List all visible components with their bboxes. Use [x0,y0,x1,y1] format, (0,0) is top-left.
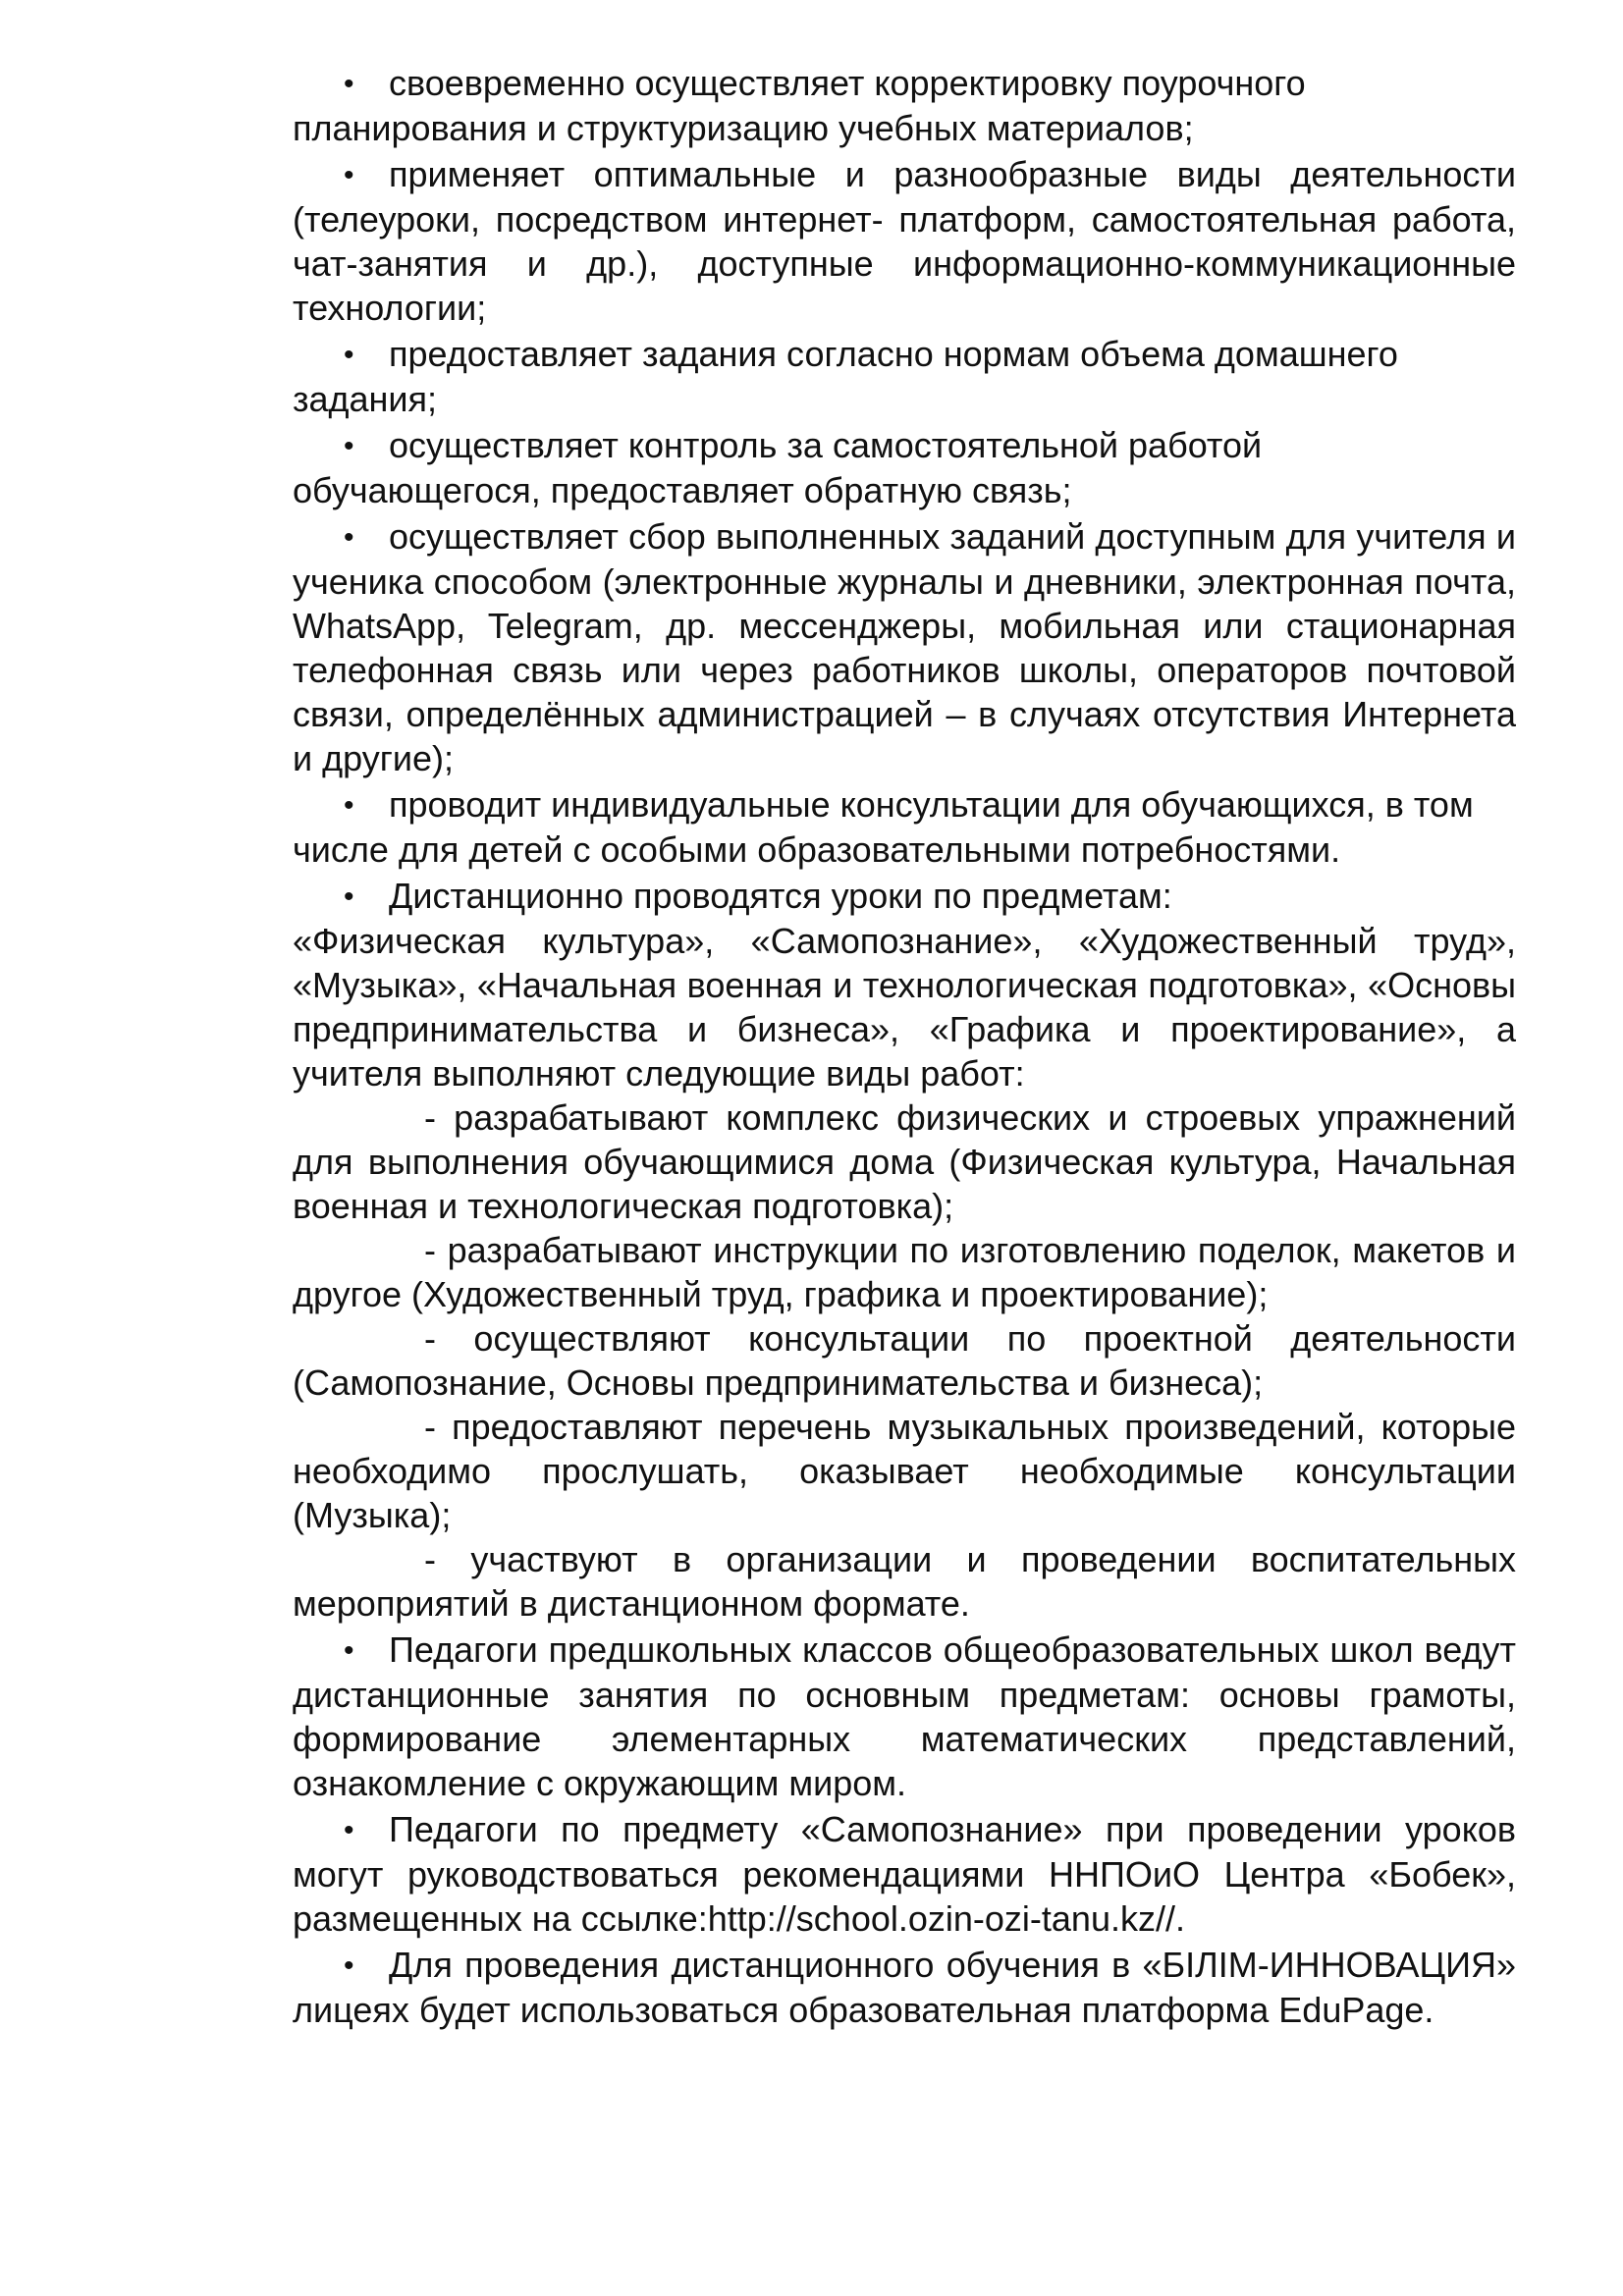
dash-item: - предоставляют перечень музыкальных произведений, которые необходимо прослушать, оказывает необходимые консультации (Музыка); [293,1407,1516,1535]
list-item-text: Педагоги по предмету «Самопознание» при проведении уроков могут руководствоваться рекомендациями ННПОиО Центра «Бобек», размещенных на ссылке:http://school.ozin-ozi-tanu.kz//. [293,1809,1516,1939]
bullet-icon: • [344,159,354,191]
list-item-text: предоставляет задания согласно нормам объема домашнего задания; [293,334,1398,419]
dash-item: - разрабатывают комплекс физических и строевых упражнений для выполнения обучающимися дома (Физическая культура, Начальная военная и технологическая подготовка); [293,1097,1516,1226]
bullet-icon: • [344,339,354,371]
bullet-icon: • [344,1814,354,1846]
list-item-text: Педагоги предшкольных классов общеобразовательных школ ведут дистанционные занятия по основным предметам: основы грамоты, формирование элементарных математических представлений, ознакомление с окружающим миром. [293,1629,1516,1803]
bullet-icon: • [344,68,354,100]
bullet-icon: • [344,1634,354,1667]
list-item-text: проводит индивидуальные консультации для обучающихся, в том числе для детей с особыми образовательными потребностями. [293,784,1474,870]
dash-item: - участвуют в организации и проведении воспитательных мероприятий в дистанционном формате. [293,1539,1516,1624]
bullet-icon: • [344,789,354,822]
list-item [293,1943,1516,2032]
list-item-text: своевременно осуществляет корректировку поурочного планирования и структуризацию учебных материалов; [293,63,1306,148]
bullet-icon: • [344,881,354,913]
list-item [293,1628,1516,1805]
bullet-icon: • [344,521,354,554]
subjects-paragraph: «Физическая культура», «Самопознание», «Художественный труд», «Музыка», «Начальная военная и технологическая подготовка», «Основы предпринимательства и бизнеса», «Графика и проектирование», а учителя выполняют следующие виды работ: [293,921,1516,1094]
bullet-icon: • [344,1949,354,1982]
list-item [293,782,1516,872]
list-item-text: Для проведения дистанционного обучения в «БІЛІМ-ИННОВАЦИЯ» лицеях будет использоваться образовательная платформа EduPage. [293,1945,1516,2030]
list-item-text: применяет оптимальные и разнообразные виды деятельности (телеуроки, посредством интернет- платформ, самостоятельная работа, чат-занятия и др.), доступные информационно-коммуникационные технологии; [293,154,1516,328]
list-item [293,514,1516,780]
list-item [293,332,1516,421]
list-item [293,423,1516,512]
list-item [293,874,1516,919]
list-item [293,61,1516,150]
list-item-text: осуществляет сбор выполненных заданий доступным для учителя и ученика способом (электронные журналы и дневники, электронная почта, WhatsApp, Telegram, др. мессенджеры, мобильная или стационарная телефонная связь или через работников школы, операторов почтовой связи, определённых администрацией – в случаях отсутствия Интернета и другие); [293,516,1516,778]
list-item-text: Дистанционно проводятся уроки по предметам: [389,876,1172,916]
bullet-icon: • [344,430,354,462]
list-item [293,152,1516,330]
list-item [293,1807,1516,1941]
dash-item: - осуществляют консультации по проектной деятельности (Самопознание, Основы предпринимательства и бизнеса); [293,1318,1516,1403]
dash-item: - разрабатывают инструкции по изготовлению поделок, макетов и другое (Художественный труд, графика и проектирование); [293,1230,1516,1314]
list-item-text: осуществляет контроль за самостоятельной работой обучающегося, предоставляет обратную связь; [293,425,1263,510]
document-page [293,61,1516,2034]
